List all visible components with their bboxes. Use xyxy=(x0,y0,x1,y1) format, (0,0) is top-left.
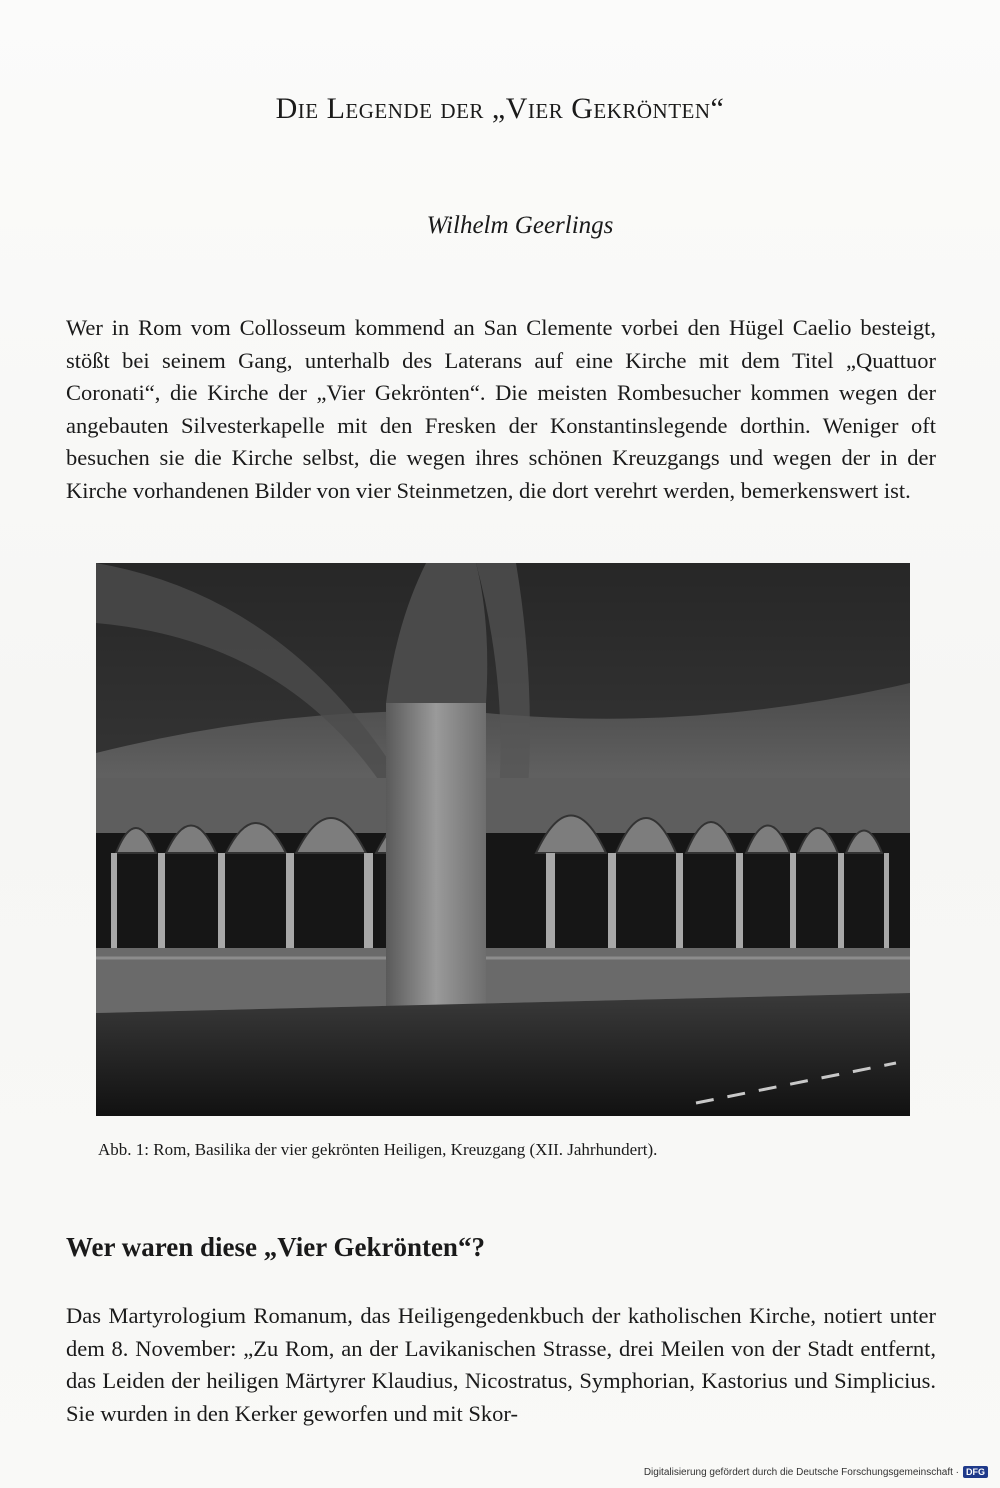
page-title: Die Legende der „Vier Gekrönten“ xyxy=(275,92,725,125)
footer-text: Digitalisierung gefördert durch die Deutsche Forschungsgemeinschaft · xyxy=(643,1466,959,1478)
figure-caption: Abb. 1: Rom, Basilika der vier gekrönten Heiligen, Kreuzgang (XII. Jahrhundert). xyxy=(98,1140,658,1159)
body-paragraph: Das Martyrologium Romanum, das Heiligengedenkbuch der katholischen Kirche, notiert unter dem 8. November: „Zu Rom, an der Lavikanischen Strasse, drei Meilen von der Stadt entfernt, das Leiden der heiligen Märtyrer Klaudius, Nicostratus, Symphorian, Kastorius und Simplicius. Sie wurden in den Kerker geworfen und mit Skor- xyxy=(66,1303,936,1426)
author-name: Wilhelm Geerlings xyxy=(426,212,614,239)
dfg-logo: DFG xyxy=(963,1466,988,1478)
funding-footer xyxy=(644,1466,988,1478)
section-heading: Wer waren diese „Vier Gekrönten“? xyxy=(66,1232,485,1262)
cloister-photo xyxy=(96,563,910,1116)
intro-paragraph: Wer in Rom vom Collosseum kommend an San Clemente vorbei den Hügel Caelio besteigt, stößt bei seinem Gang, unterhalb des Laterans auf eine Kirche mit dem Titel „Quattuor Coronati“, die Kirche der „Vier Gekrönten“. Die meisten Rombesucher kommen wegen der angebauten Silvesterkapelle mit den Fresken der Konstantinslegende dorthin. Weniger oft besuchen sie die Kirche selbst, die wegen ihres schönen Kreuzgangs und wegen der in der Kirche vorhandenen Bilder von vier Steinmetzen, die dort verehrt werden, bemerkenswert ist. xyxy=(66,315,936,503)
